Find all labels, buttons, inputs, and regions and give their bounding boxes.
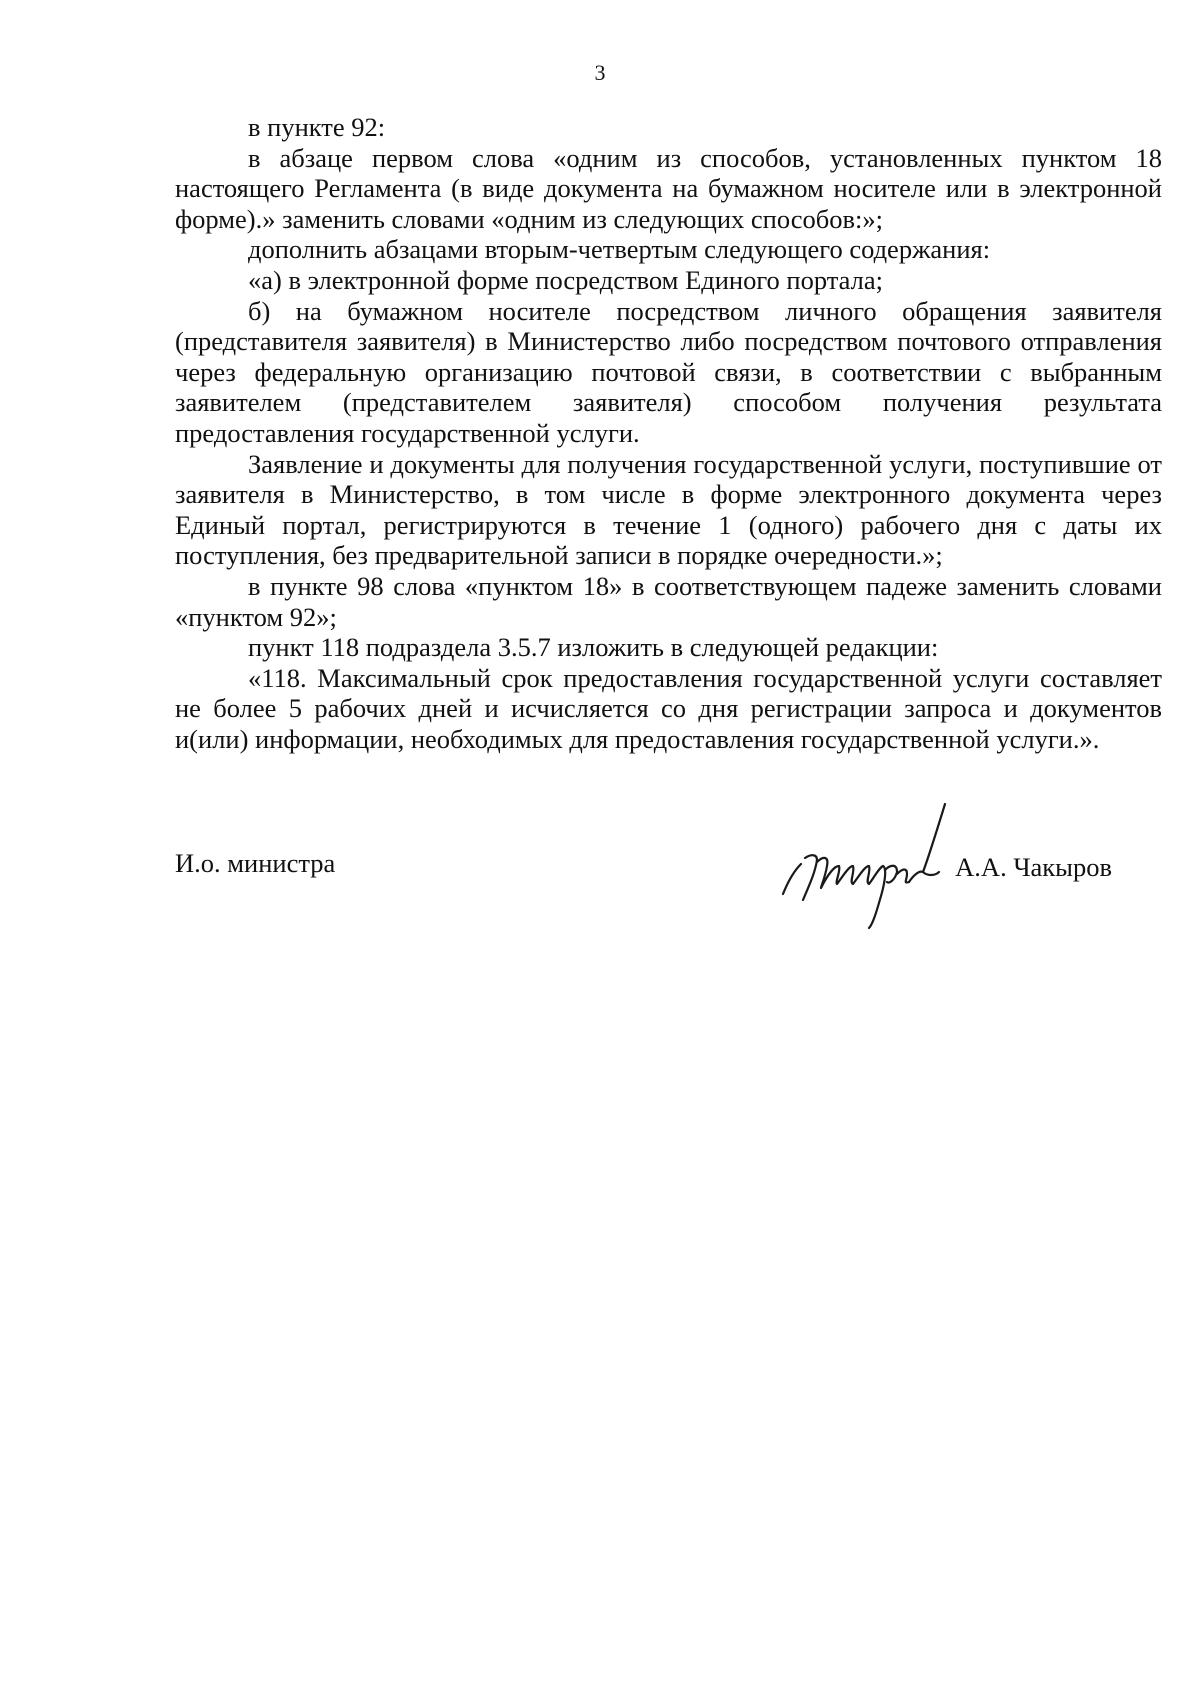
paragraph-7: в пункте 98 слова «пунктом 18» в соответствующем падеже заменить словами «пунктом 92»;: [175, 570, 1162, 632]
signature-block: [175, 800, 1162, 940]
paragraph-3: дополнить абзацами вторым-четвертым следующего содержания:: [248, 234, 991, 265]
paragraph-1: в пункте 92:: [248, 112, 386, 142]
paragraph-5: б) на бумажном носителе посредством личного обращения заявителя (представителя заявителя) в Министерство либо посредством почтового отправления через федеральную организацию почтовой связи, в соответствии с выбранным заявителем (представителем заявителя) способом получения результата предоставления государственной услуги.: [175, 295, 1162, 448]
page-number: 3: [594, 60, 606, 85]
document-body: [175, 112, 1162, 754]
paragraph-9: «118. Максимальный срок предоставления государственной услуги составляет не более 5 рабочих дней и исчисляется со дня регистрации запроса и документов и(или) информации, необходимых для предоставления государственной услуги.».: [175, 662, 1162, 754]
signer-title: И.о. министра: [175, 848, 336, 878]
paragraph-6: Заявление и документы для получения государственной услуги, поступившие от заявителя в Министерство, в том числе в форме электронного документа через Единый портал, регистрируются в течение 1 (одного) рабочего дня с даты их поступления, без предварительной записи в порядке очередности.»;: [175, 448, 1162, 571]
paragraph-2: в абзаце первом слова «одним из способов, установленных пунктом 18 настоящего Регламента (в виде документа на бумажном носителе или в электронной форме).» заменить словами «одним из следующих способов:»;: [175, 142, 1162, 234]
paragraph-8: пункт 118 подраздела 3.5.7 изложить в следующей редакции:: [248, 632, 939, 663]
handwritten-signature: [773, 800, 973, 930]
signer-name: А.А. Чакыров: [955, 852, 1112, 882]
paragraph-4: «а) в электронной форме посредством Единого портала;: [248, 264, 884, 295]
